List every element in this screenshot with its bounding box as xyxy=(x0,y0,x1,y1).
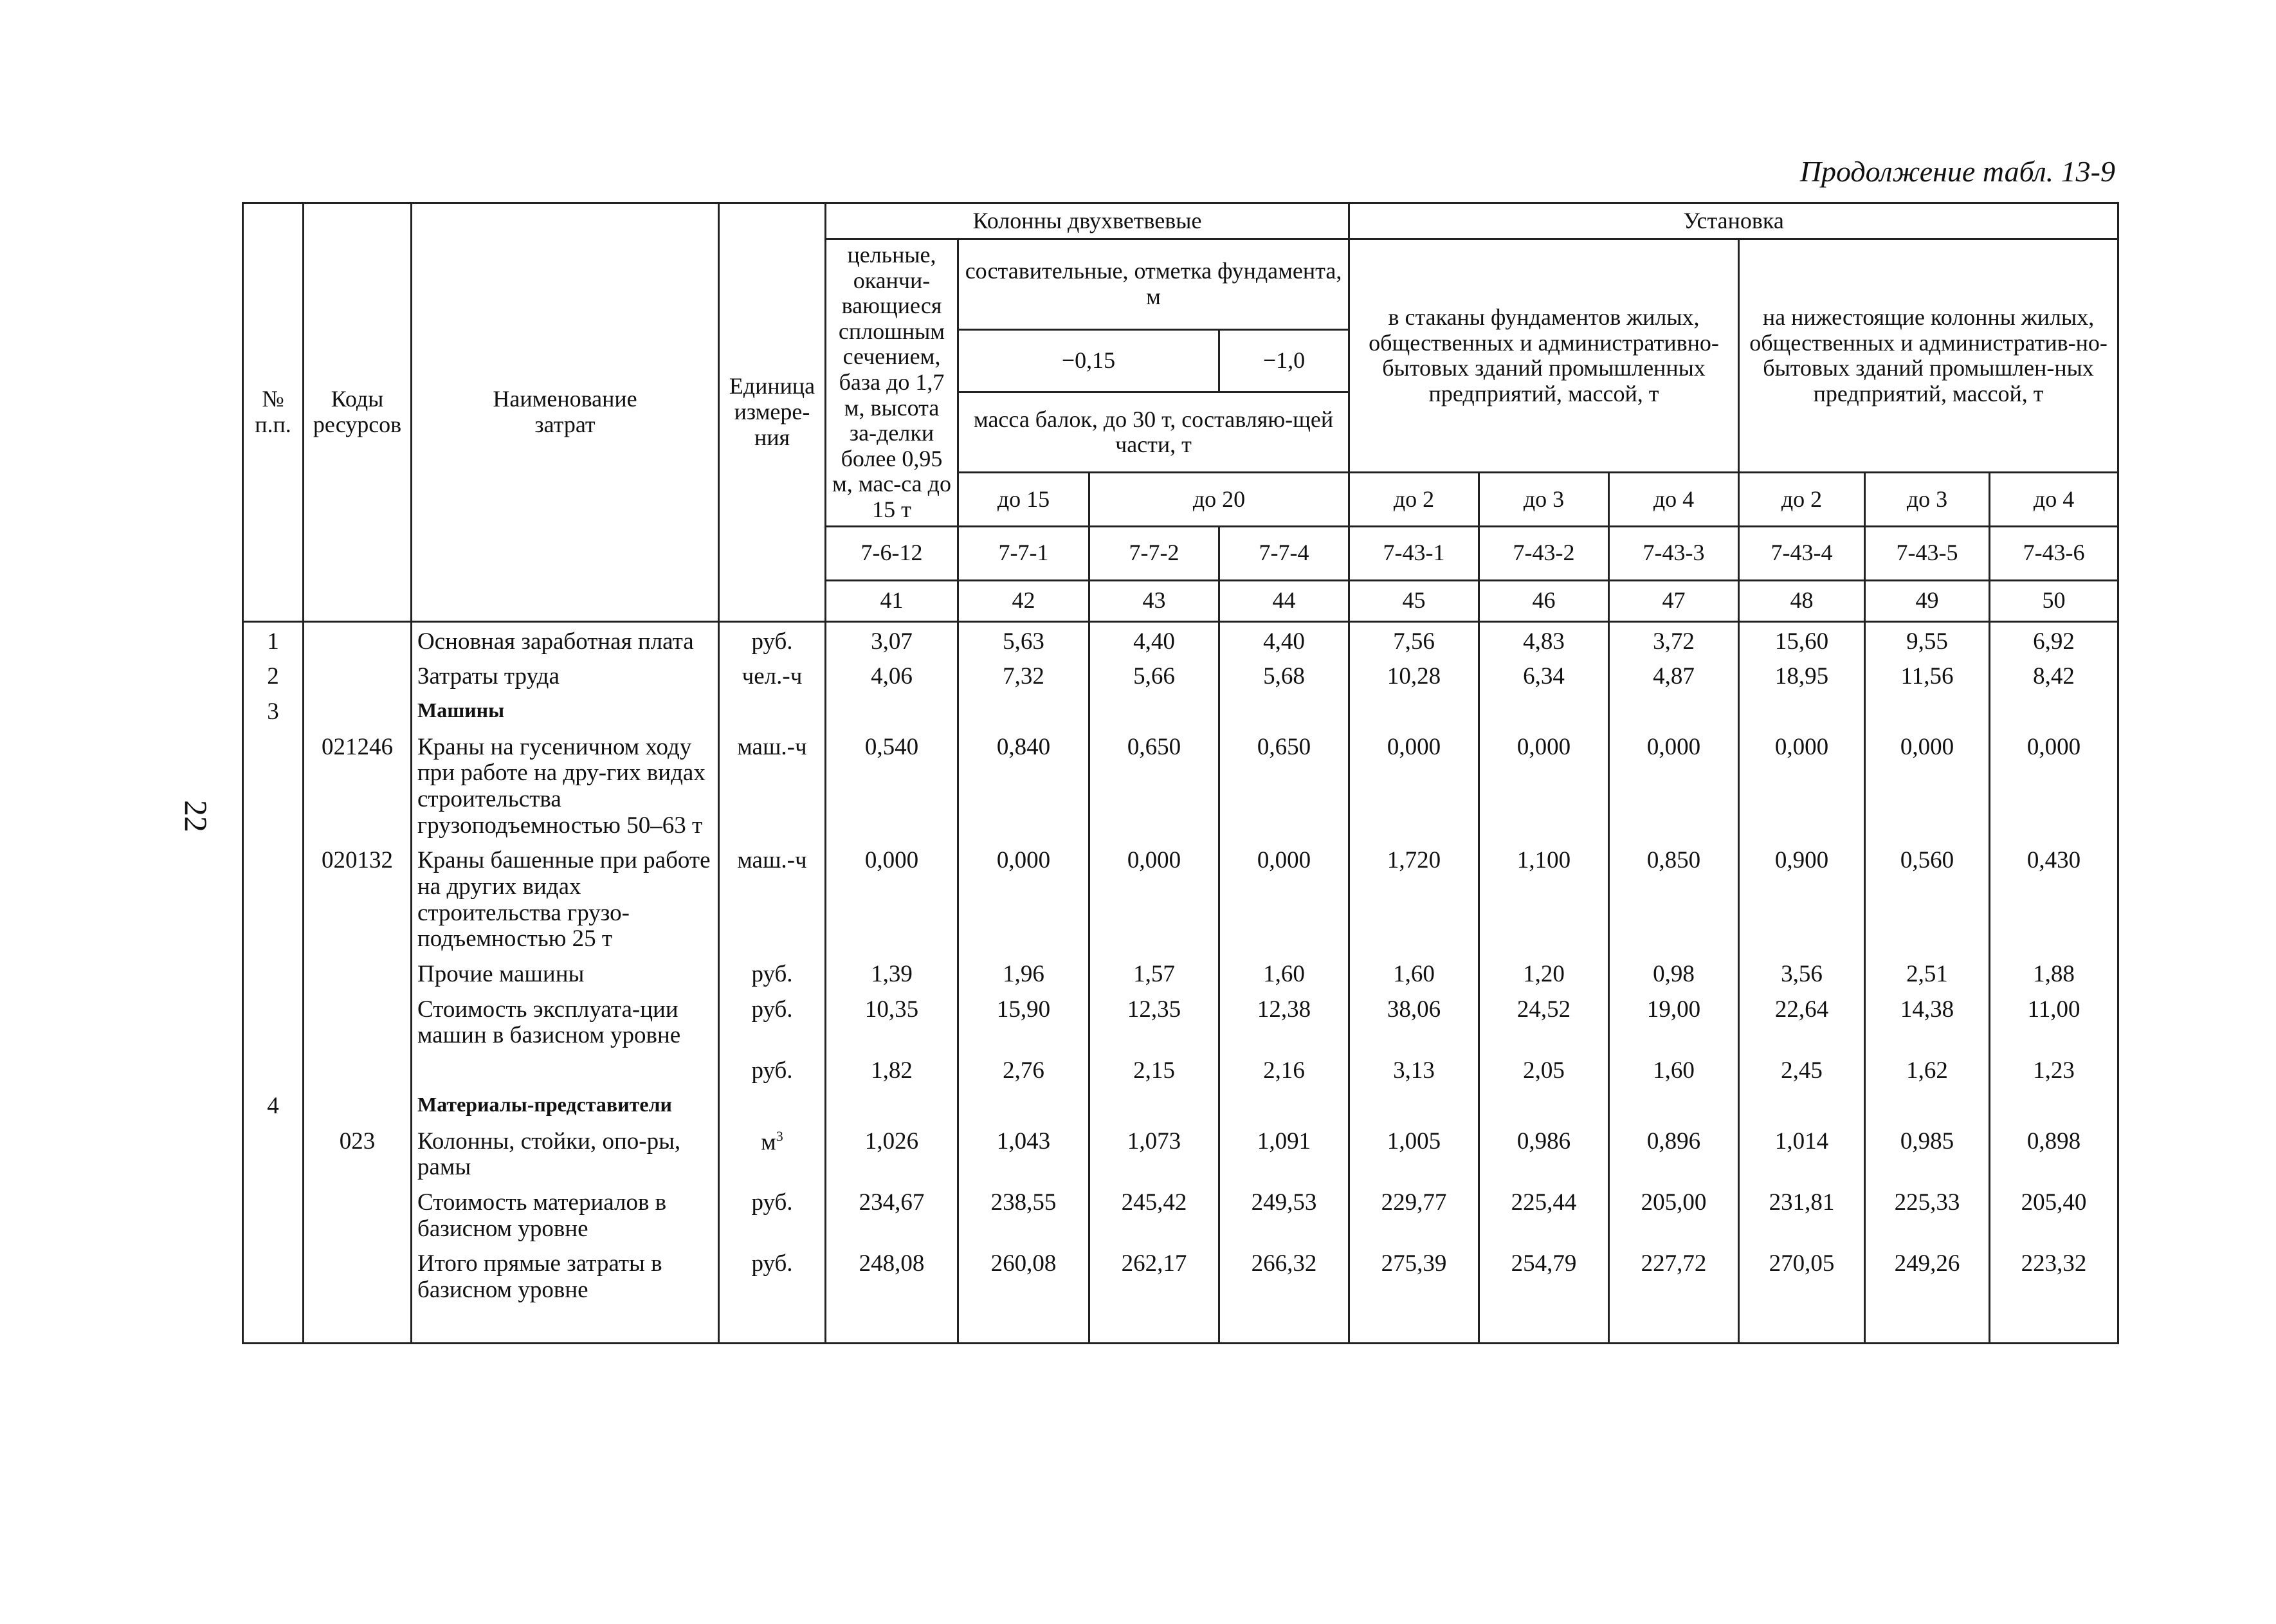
table-body xyxy=(243,621,2118,1343)
norm-code: 7-7-2 xyxy=(1089,526,1219,580)
unit-text: руб. xyxy=(751,628,793,655)
row-number xyxy=(243,1183,304,1245)
value-cell: 262,17 xyxy=(1089,1245,1219,1343)
value-cell: 2,05 xyxy=(1479,1052,1609,1087)
value-cell: 231,81 xyxy=(1739,1183,1865,1245)
unit-text: руб. xyxy=(751,1250,793,1277)
row-number: 1 xyxy=(243,621,304,657)
value-cell: 14,38 xyxy=(1865,990,1990,1052)
header-mass-48: до 2 xyxy=(1739,473,1865,526)
unit xyxy=(719,1052,826,1087)
value-cell xyxy=(1739,1087,1865,1122)
unit xyxy=(719,657,826,693)
value-cell xyxy=(1479,1087,1609,1122)
value-cell: 229,77 xyxy=(1349,1183,1479,1245)
value-cell: 4,40 xyxy=(1089,621,1219,657)
value-cell: 0,430 xyxy=(1990,841,2118,955)
cost-name: Прочие машины xyxy=(412,955,719,990)
table-row xyxy=(243,1245,2118,1343)
unit xyxy=(719,1122,826,1183)
value-cell: 260,08 xyxy=(958,1245,1089,1343)
value-cell: 1,60 xyxy=(1219,955,1349,990)
table-row xyxy=(243,621,2118,657)
value-cell: 3,56 xyxy=(1739,955,1865,990)
value-cell: 225,33 xyxy=(1865,1183,1990,1245)
resource-code xyxy=(304,955,412,990)
value-cell: 0,898 xyxy=(1990,1122,2118,1183)
value-cell xyxy=(1089,693,1219,728)
value-cell: 249,53 xyxy=(1219,1183,1349,1245)
header-up-to-15: до 15 xyxy=(958,473,1089,526)
resource-code xyxy=(304,1052,412,1087)
cost-name: Итого прямые затраты в базисном уровне xyxy=(412,1245,719,1343)
value-cell: 0,000 xyxy=(1349,728,1479,842)
value-cell: 275,39 xyxy=(1349,1245,1479,1343)
header-composite-desc: составительные, отметка фундамента, м xyxy=(958,239,1349,330)
value-cell: 2,45 xyxy=(1739,1052,1865,1087)
value-cell xyxy=(826,693,958,728)
column-number: 41 xyxy=(826,580,958,621)
value-cell: 4,83 xyxy=(1479,621,1609,657)
value-cell xyxy=(1349,1087,1479,1122)
norm-code: 7-6-12 xyxy=(826,526,958,580)
resource-code xyxy=(304,1087,412,1122)
value-cell: 0,98 xyxy=(1609,955,1739,990)
cost-name: Стоимость эксплуата-ции машин в базисном уровне xyxy=(412,990,719,1052)
column-number: 48 xyxy=(1739,580,1865,621)
value-cell: 4,40 xyxy=(1219,621,1349,657)
table-caption: Продолжение табл. 13-9 xyxy=(1799,155,2115,188)
value-cell: 0,560 xyxy=(1865,841,1990,955)
table-row xyxy=(243,728,2118,842)
norm-code: 7-43-2 xyxy=(1479,526,1609,580)
value-cell: 18,95 xyxy=(1739,657,1865,693)
value-cell: 1,026 xyxy=(826,1122,958,1183)
value-cell: 1,88 xyxy=(1990,955,2118,990)
norm-code: 7-43-4 xyxy=(1739,526,1865,580)
unit-text: м xyxy=(761,1128,776,1155)
value-cell xyxy=(958,693,1089,728)
column-number: 47 xyxy=(1609,580,1739,621)
value-cell: 7,56 xyxy=(1349,621,1479,657)
value-cell: 4,06 xyxy=(826,657,958,693)
value-cell: 254,79 xyxy=(1479,1245,1609,1343)
table-row xyxy=(243,693,2118,728)
value-cell: 15,60 xyxy=(1739,621,1865,657)
row-number: 3 xyxy=(243,693,304,728)
value-cell: 5,63 xyxy=(958,621,1089,657)
table-row xyxy=(243,990,2118,1052)
row-number: 2 xyxy=(243,657,304,693)
value-cell: 7,32 xyxy=(958,657,1089,693)
value-cell: 205,00 xyxy=(1609,1183,1739,1245)
unit xyxy=(719,728,826,842)
column-number: 49 xyxy=(1865,580,1990,621)
cost-name: Затраты труда xyxy=(412,657,719,693)
value-cell xyxy=(1219,693,1349,728)
value-cell xyxy=(1865,1087,1990,1122)
value-cell: 3,72 xyxy=(1609,621,1739,657)
norm-code: 7-7-4 xyxy=(1219,526,1349,580)
value-cell xyxy=(1609,1087,1739,1122)
value-cell: 0,986 xyxy=(1479,1122,1609,1183)
resource-code xyxy=(304,1245,412,1343)
cost-name: Стоимость материалов в базисном уровне xyxy=(412,1183,719,1245)
value-cell: 1,014 xyxy=(1739,1122,1865,1183)
header-lower-desc: на нижестоящие колонны жилых, общественных и административ-но-бытовых зданий промышлен-ных предприятий, массой, т xyxy=(1739,239,2118,473)
value-cell: 1,39 xyxy=(826,955,958,990)
value-cell: 1,20 xyxy=(1479,955,1609,990)
value-cell xyxy=(1089,1087,1219,1122)
value-cell: 1,091 xyxy=(1219,1122,1349,1183)
unit-text: маш.-ч xyxy=(737,733,807,760)
page-number: 22 xyxy=(178,800,214,832)
table-row xyxy=(243,1052,2118,1087)
row-number xyxy=(243,990,304,1052)
value-cell: 6,92 xyxy=(1990,621,2118,657)
cost-table xyxy=(242,202,2119,1344)
unit xyxy=(719,841,826,955)
value-cell: 266,32 xyxy=(1219,1245,1349,1343)
header-codes: Коды ресурсов xyxy=(304,203,412,622)
value-cell xyxy=(1990,693,2118,728)
column-number: 46 xyxy=(1479,580,1609,621)
header-mass-50: до 4 xyxy=(1990,473,2118,526)
unit-text: маш.-ч xyxy=(737,847,807,874)
resource-code xyxy=(304,693,412,728)
value-cell: 1,005 xyxy=(1349,1122,1479,1183)
unit-text: руб. xyxy=(751,996,793,1023)
value-cell xyxy=(1990,1087,2118,1122)
value-cell: 0,985 xyxy=(1865,1122,1990,1183)
table-row xyxy=(243,657,2118,693)
value-cell: 3,13 xyxy=(1349,1052,1479,1087)
unit xyxy=(719,1087,826,1122)
resource-code xyxy=(304,1183,412,1245)
value-cell: 0,000 xyxy=(1479,728,1609,842)
header-group-columns: Колонны двухветвевые xyxy=(826,203,1349,239)
value-cell: 0,000 xyxy=(826,841,958,955)
value-cell: 0,000 xyxy=(1990,728,2118,842)
cost-name: Краны башенные при работе на других видах строительства грузо-подъемностью 25 т xyxy=(412,841,719,955)
value-cell: 1,60 xyxy=(1609,1052,1739,1087)
value-cell: 1,043 xyxy=(958,1122,1089,1183)
unit-text: руб. xyxy=(751,1189,793,1216)
value-cell xyxy=(1609,693,1739,728)
value-cell: 4,87 xyxy=(1609,657,1739,693)
value-cell: 1,100 xyxy=(1479,841,1609,955)
value-cell: 12,38 xyxy=(1219,990,1349,1052)
value-cell: 0,000 xyxy=(1089,841,1219,955)
row-number xyxy=(243,1122,304,1183)
unit xyxy=(719,621,826,657)
norm-code: 7-43-3 xyxy=(1609,526,1739,580)
value-cell: 1,073 xyxy=(1089,1122,1219,1183)
unit-text: руб. xyxy=(751,961,793,988)
value-cell xyxy=(1739,693,1865,728)
header-mass-49: до 3 xyxy=(1865,473,1990,526)
unit-text: чел.-ч xyxy=(742,663,803,690)
cost-name: Краны на гусеничном ходу при работе на дру-гих видах строительства грузоподъемностью 50–63 т xyxy=(412,728,719,842)
row-number: 4 xyxy=(243,1087,304,1122)
column-number: 42 xyxy=(958,580,1089,621)
value-cell: 2,15 xyxy=(1089,1052,1219,1087)
value-cell: 2,76 xyxy=(958,1052,1089,1087)
unit-superscript: 3 xyxy=(776,1127,783,1144)
value-cell: 0,000 xyxy=(1609,728,1739,842)
value-cell: 0,850 xyxy=(1609,841,1739,955)
header-mass-47: до 4 xyxy=(1609,473,1739,526)
norm-code: 7-43-6 xyxy=(1990,526,2118,580)
value-cell: 249,26 xyxy=(1865,1245,1990,1343)
value-cell: 5,68 xyxy=(1219,657,1349,693)
value-cell: 1,62 xyxy=(1865,1052,1990,1087)
table-row xyxy=(243,1183,2118,1245)
cost-name: Колонны, стойки, опо-ры, рамы xyxy=(412,1122,719,1183)
header-name: Наименование затрат xyxy=(412,203,719,622)
value-cell: 11,00 xyxy=(1990,990,2118,1052)
table-row xyxy=(243,955,2118,990)
value-cell: 2,16 xyxy=(1219,1052,1349,1087)
value-cell: 8,42 xyxy=(1990,657,2118,693)
value-cell: 1,720 xyxy=(1349,841,1479,955)
value-cell: 227,72 xyxy=(1609,1245,1739,1343)
value-cell: 1,96 xyxy=(958,955,1089,990)
table-row xyxy=(243,841,2118,955)
norm-code: 7-43-5 xyxy=(1865,526,1990,580)
value-cell: 0,540 xyxy=(826,728,958,842)
resource-code: 023 xyxy=(304,1122,412,1183)
row-number xyxy=(243,728,304,842)
column-number: 44 xyxy=(1219,580,1349,621)
unit xyxy=(719,693,826,728)
column-number: 43 xyxy=(1089,580,1219,621)
header-mark-2: −1,0 xyxy=(1219,330,1349,392)
value-cell: 24,52 xyxy=(1479,990,1609,1052)
row-number xyxy=(243,955,304,990)
resource-code: 020132 xyxy=(304,841,412,955)
value-cell: 3,07 xyxy=(826,621,958,657)
cost-name: Материалы-представители xyxy=(412,1087,719,1122)
header-group-install: Установка xyxy=(1349,203,2118,239)
header-mass-45: до 2 xyxy=(1349,473,1479,526)
value-cell: 248,08 xyxy=(826,1245,958,1343)
header-unit: Единица измере- ния xyxy=(719,203,826,622)
value-cell: 225,44 xyxy=(1479,1183,1609,1245)
row-number xyxy=(243,1052,304,1087)
unit xyxy=(719,955,826,990)
value-cell: 2,51 xyxy=(1865,955,1990,990)
value-cell: 1,60 xyxy=(1349,955,1479,990)
value-cell: 9,55 xyxy=(1865,621,1990,657)
header-mass-46: до 3 xyxy=(1479,473,1609,526)
value-cell: 0,650 xyxy=(1219,728,1349,842)
unit xyxy=(719,1245,826,1343)
header-solid-desc: цельные, оканчи-вающиеся сплошным сечением, база до 1,7 м, высота за-делки более 0,95 м, мас-са до 15 т xyxy=(826,239,958,527)
norm-code: 7-43-1 xyxy=(1349,526,1479,580)
value-cell: 1,82 xyxy=(826,1052,958,1087)
value-cell: 0,000 xyxy=(958,841,1089,955)
unit xyxy=(719,990,826,1052)
value-cell: 238,55 xyxy=(958,1183,1089,1245)
resource-code xyxy=(304,621,412,657)
value-cell: 0,840 xyxy=(958,728,1089,842)
column-number: 50 xyxy=(1990,580,2118,621)
value-cell: 0,000 xyxy=(1219,841,1349,955)
value-cell: 0,000 xyxy=(1739,728,1865,842)
value-cell xyxy=(1865,693,1990,728)
table-header xyxy=(243,203,2118,622)
resource-code xyxy=(304,657,412,693)
value-cell: 0,896 xyxy=(1609,1122,1739,1183)
value-cell: 19,00 xyxy=(1609,990,1739,1052)
norm-code: 7-7-1 xyxy=(958,526,1089,580)
value-cell: 12,35 xyxy=(1089,990,1219,1052)
value-cell: 245,42 xyxy=(1089,1183,1219,1245)
header-mass-desc: масса балок, до 30 т, составляю-щей части, т xyxy=(958,392,1349,473)
unit-text: руб. xyxy=(751,1057,793,1084)
header-glasses-desc: в стаканы фундаментов жилых, общественных и административно-бытовых зданий промышленных предприятий, массой, т xyxy=(1349,239,1739,473)
value-cell xyxy=(958,1087,1089,1122)
resource-code: 021246 xyxy=(304,728,412,842)
header-up-to-20: до 20 xyxy=(1089,473,1349,526)
value-cell: 270,05 xyxy=(1739,1245,1865,1343)
value-cell xyxy=(1219,1087,1349,1122)
value-cell: 10,28 xyxy=(1349,657,1479,693)
cost-name: Машины xyxy=(412,693,719,728)
value-cell: 1,23 xyxy=(1990,1052,2118,1087)
value-cell: 15,90 xyxy=(958,990,1089,1052)
value-cell: 0,900 xyxy=(1739,841,1865,955)
value-cell: 6,34 xyxy=(1479,657,1609,693)
value-cell: 205,40 xyxy=(1990,1183,2118,1245)
value-cell: 1,57 xyxy=(1089,955,1219,990)
value-cell: 0,650 xyxy=(1089,728,1219,842)
value-cell: 5,66 xyxy=(1089,657,1219,693)
header-num: № п.п. xyxy=(243,203,304,622)
value-cell: 11,56 xyxy=(1865,657,1990,693)
value-cell: 38,06 xyxy=(1349,990,1479,1052)
row-number xyxy=(243,1245,304,1343)
table-row xyxy=(243,1087,2118,1122)
cost-name xyxy=(412,1052,719,1087)
value-cell: 10,35 xyxy=(826,990,958,1052)
value-cell xyxy=(1349,693,1479,728)
value-cell xyxy=(1479,693,1609,728)
value-cell: 0,000 xyxy=(1865,728,1990,842)
unit xyxy=(719,1183,826,1245)
column-number: 45 xyxy=(1349,580,1479,621)
table-row xyxy=(243,1122,2118,1183)
value-cell: 234,67 xyxy=(826,1183,958,1245)
value-cell: 22,64 xyxy=(1739,990,1865,1052)
value-cell: 223,32 xyxy=(1990,1245,2118,1343)
resource-code xyxy=(304,990,412,1052)
value-cell xyxy=(826,1087,958,1122)
row-number xyxy=(243,841,304,955)
header-mark-1: −0,15 xyxy=(958,330,1219,392)
cost-name: Основная заработная плата xyxy=(412,621,719,657)
